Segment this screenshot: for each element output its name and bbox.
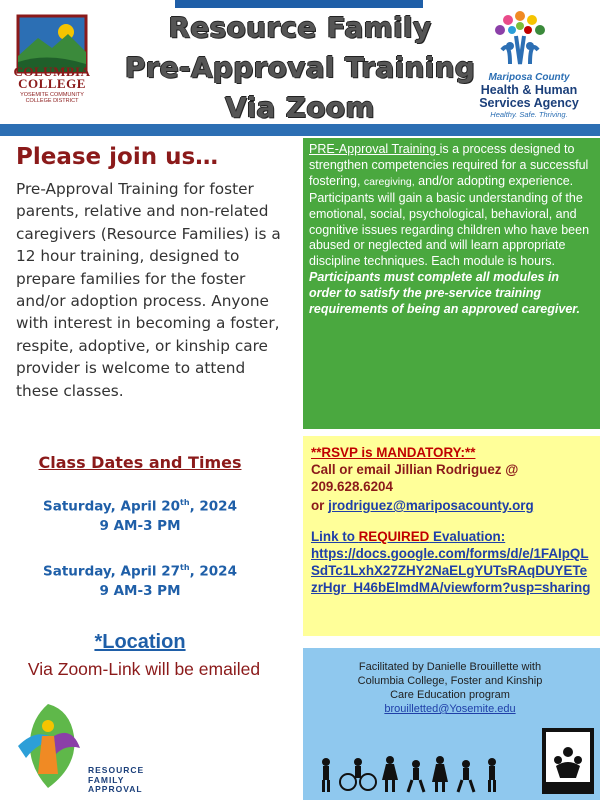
evaluation-label [311,528,592,545]
resource-family-approval-logo-icon [8,696,88,796]
columbia-sub-line2: COLLEGE DISTRICT [25,98,79,104]
completion-requirement: Participants must complete all modules in order to satisfy the pre-service training requirements of being an approved caregiver. [309,270,580,317]
title-line-2: Pre-Approval Training [124,51,476,84]
facilitator-info [312,660,588,716]
book-icon [540,726,596,796]
title-line-1: Resource Family [168,11,432,44]
title-line-3: Via Zoom [225,91,375,124]
session-date-1 [0,498,280,515]
session-time-1: 9 AM-3 PM [99,518,181,534]
columbia-name-line2: COLLEGE [18,76,86,91]
session-date-2-main: Saturday, April 27 [43,563,181,580]
facilitator-email-link[interactable]: brouilletted@Yosemite.edu [384,703,516,715]
class-dates-heading: Class Dates and Times [38,453,242,472]
session-date-2 [0,563,280,580]
mariposa-tagline: Healthy. Safe. Thriving. [490,110,568,119]
columbia-sub-line1: YOSEMITE COMMUNITY [20,92,84,98]
facilitator-line3: Care Education program [390,689,510,701]
rsvp-box [303,436,600,636]
session-date-1-year: , 2024 [189,498,237,515]
eval-label-pre: Link to [311,529,359,544]
mariposa-agency-name [460,84,598,110]
join-heading: Please join us… [16,144,219,170]
columbia-name-line1: COLUMBIA [13,64,91,79]
description-text-2: and/or adopting experience. Participants will gain a basic understanding of the emotional, social, psychological, behavioral, and cognitive issues regarding children who have been abused or neglected and will learn appropriate discipline techniques. Each module is hours. [309,173,590,269]
columbia-college-name [4,66,100,90]
eval-label-post: Evaluation: [429,529,506,544]
description-text-1: is a process designed to strengthen competencies required for a successful fostering, [309,142,589,188]
mariposa-county-logo-text [460,72,598,119]
intro-paragraph: Pre-Approval Training for foster parents, relative and non-related caregivers (Resource Families) is a 12 hour training, designed to prepare families for the foster and/or adoption process. Anyone with interest in becoming a foster, respite, adoptive, or kinship care provider is welcome to attend these classes. [16,180,281,400]
session-time-2: 9 AM-3 PM [99,583,181,599]
rfa-line2: FAMILY [88,774,125,785]
or-text: or [311,498,329,513]
eval-label-required: REQUIRED [358,529,430,544]
top-stripe [175,0,423,8]
agency-line2: Services Agency [479,96,579,110]
phone-number[interactable]: 209.628.6204 [311,479,393,494]
rsvp-email-link[interactable]: jrodriguez@mariposacounty.org [328,498,534,513]
pre-approval-training-link[interactable]: PRE-Approval Training [309,142,440,156]
location-text: Via Zoom-Link will be emailed [27,659,261,679]
mariposa-county-name: Mariposa County [488,72,570,83]
kids-silhouette-icon [316,752,512,796]
page-title [100,8,500,128]
rsvp-label: **RSVP is MANDATORY:** [311,445,476,460]
session-date-2-suffix: th [180,563,190,572]
description-small-word: caregiving, [363,175,415,188]
agency-line1: Health & Human [480,83,578,97]
session-date-1-suffix: th [180,498,190,507]
mariposa-tree-logo-icon [488,6,552,68]
session-date-2-year: , 2024 [189,563,237,580]
program-description-box [303,138,600,429]
facilitator-line1: Facilitated by Danielle Brouillette with [358,661,542,673]
call-instructions: Call or email Jillian Rodriguez @ [311,462,519,477]
session-date-1-main: Saturday, April 20 [43,498,181,515]
rfa-logo-text [88,766,144,795]
header-divider-bar [0,124,600,136]
columbia-college-subtitle [4,92,100,104]
facilitator-line2: Columbia College, Foster and Kinship [357,675,543,687]
rfa-line3: APPROVAL [88,784,143,794]
rfa-line1: RESOURCE [88,765,145,775]
location-heading: *Location [94,631,186,653]
evaluation-form-link[interactable]: https://docs.google.com/forms/d/e/1FAIpQLSdTc1LxhX27ZHY2NaELgYUTsRAqDUYETezrHgr_H46bElmdMA/viewform?usp=sharing [311,546,591,595]
email-line [311,497,592,514]
